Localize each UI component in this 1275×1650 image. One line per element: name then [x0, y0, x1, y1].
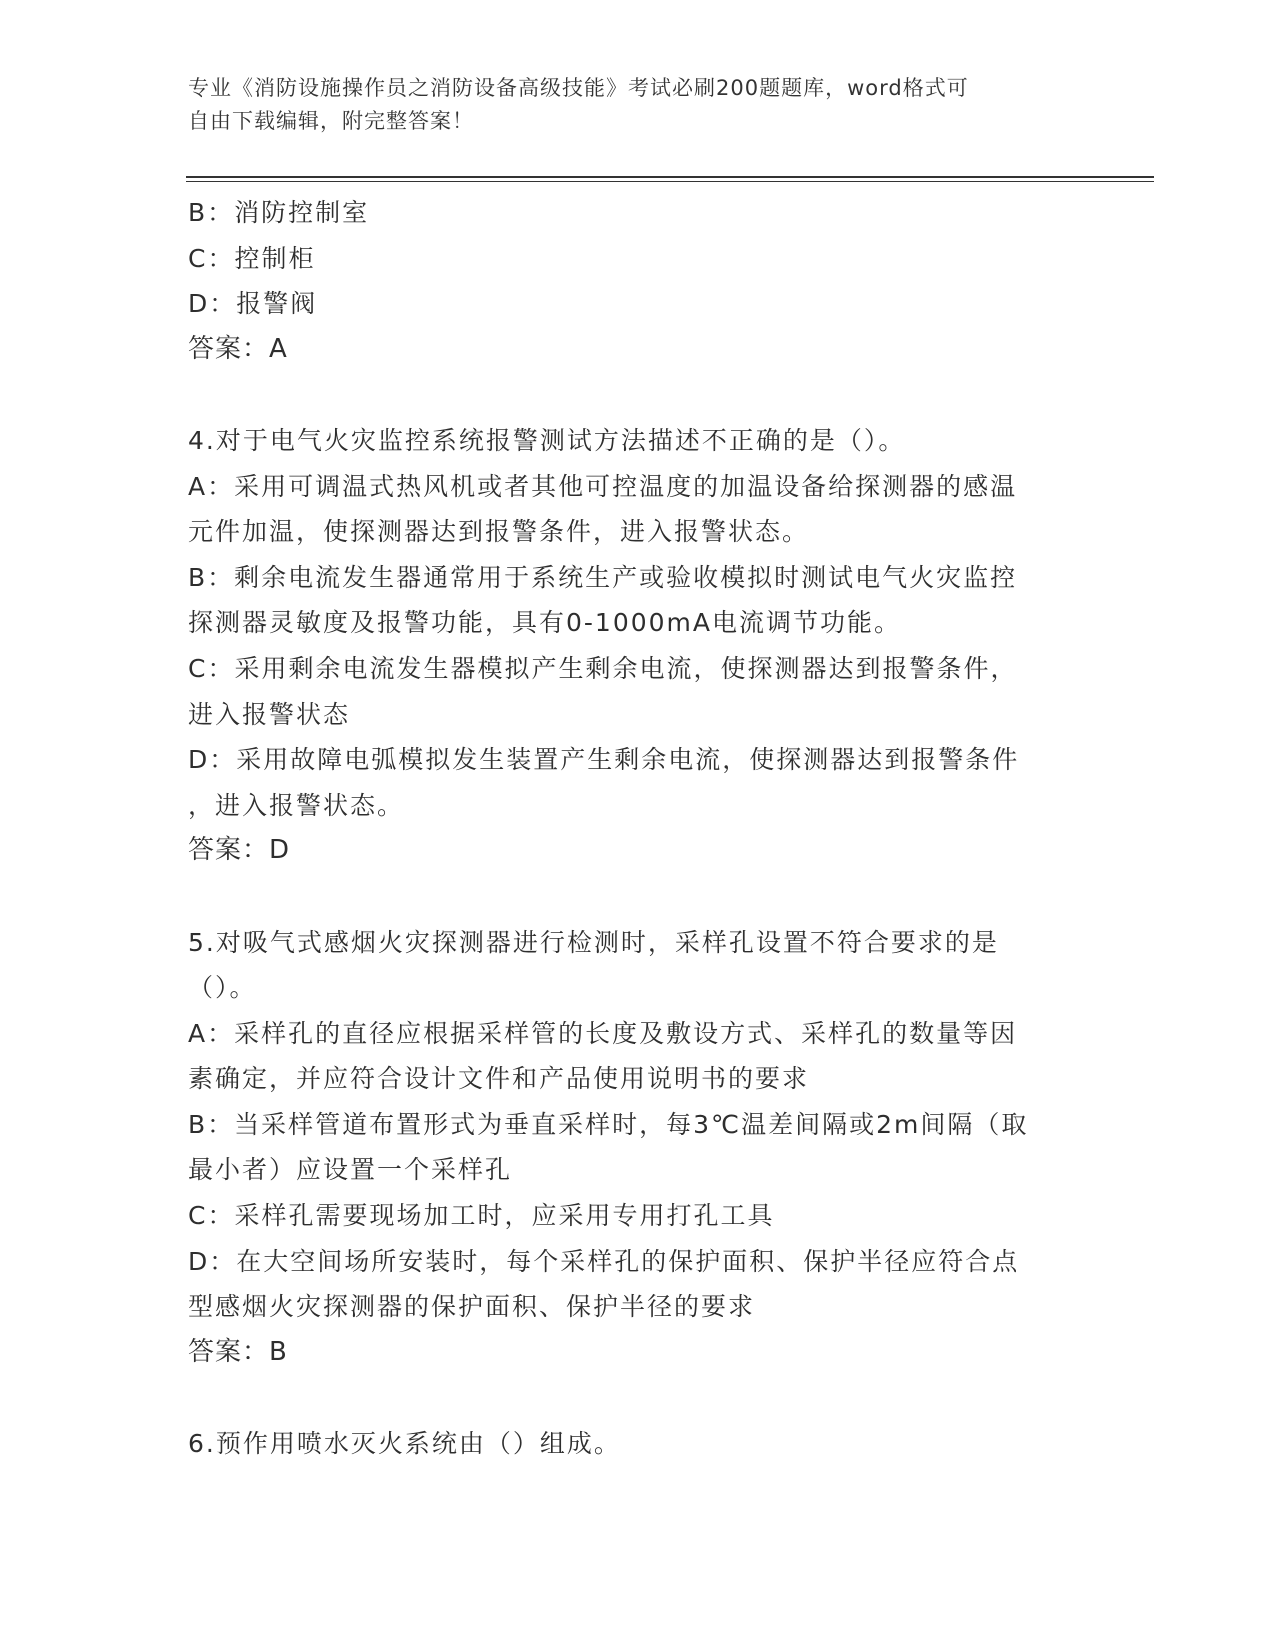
question-6	[188, 1421, 1088, 1467]
q5-option-d-line-1: D：在大空间场所安装时，每个采样孔的保护面积、保护半径应符合点	[188, 1246, 1020, 1276]
header-line-2: 自由下载编辑，附完整答案！	[188, 109, 474, 133]
document-body	[188, 190, 1088, 1467]
q4-option-d-line-2: ，进入报警状态。	[188, 790, 405, 820]
q3-option-c: C：控制柜	[188, 243, 316, 273]
q5-stem-line-1: 5.对吸气式感烟火灾探测器进行检测时，采样孔设置不符合要求的是	[188, 927, 999, 957]
q4-option-a-line-2: 元件加温，使探测器达到报警条件，进入报警状态。	[188, 517, 810, 547]
q4-answer: 答案：D	[188, 835, 291, 866]
q5-option-a-line-2: 素确定，并应符合设计文件和产品使用说明书的要求	[188, 1064, 810, 1094]
q4-option-d-line-1: D：采用故障电弧模拟发生装置产生剩余电流，使探测器达到报警条件	[188, 745, 1020, 775]
question-3-tail	[188, 190, 1088, 372]
q5-answer: 答案：B	[188, 1336, 288, 1367]
q4-option-b-line-1: B：剩余电流发生器通常用于系统生产或验收模拟时测试电气火灾监控	[188, 562, 1018, 592]
q5-option-b-line-1: B：当采样管道布置形式为垂直采样时，每3℃温差间隔或2m间隔（取	[188, 1109, 1029, 1139]
q4-option-c-line-2: 进入报警状态	[188, 699, 351, 729]
header-divider-thick	[186, 176, 1154, 178]
q6-stem: 6.预作用喷水灭火系统由（）组成。	[188, 1429, 621, 1459]
q3-option-d: D：报警阀	[188, 289, 318, 319]
header-line-1: 专业《消防设施操作员之消防设备高级技能》考试必刷200题题库，word格式可	[188, 76, 969, 100]
q5-option-b-line-2: 最小者）应设置一个采样孔	[188, 1155, 513, 1185]
page-header	[188, 72, 1088, 138]
q3-option-b: B：消防控制室	[188, 198, 370, 227]
q5-option-a-line-1: A：采样孔的直径应根据采样管的长度及敷设方式、采样孔的数量等因	[188, 1018, 1018, 1048]
spacer	[188, 372, 1088, 418]
question-4	[188, 418, 1088, 874]
q4-option-a-line-1: A：采用可调温式热风机或者其他可控温度的加温设备给探测器的感温	[188, 471, 1018, 501]
q4-option-b-line-2: 探测器灵敏度及报警功能，具有0-1000mA电流调节功能。	[188, 608, 902, 638]
q4-option-c-line-1: C：采用剩余电流发生器模拟产生剩余电流，使探测器达到报警条件，	[188, 653, 1018, 683]
q3-answer: 答案：A	[188, 333, 288, 364]
spacer	[188, 874, 1088, 920]
q5-option-c-line-1: C：采样孔需要现场加工时，应采用专用打孔工具	[188, 1201, 775, 1231]
q4-stem: 4.对于电气火灾监控系统报警测试方法描述不正确的是（）。	[188, 425, 906, 455]
q5-stem-line-2: （）。	[188, 973, 257, 1003]
spacer	[188, 1375, 1088, 1421]
question-5	[188, 920, 1088, 1376]
q5-option-d-line-2: 型感烟火灾探测器的保护面积、保护半径的要求	[188, 1292, 756, 1322]
header-divider-thin	[186, 181, 1154, 182]
